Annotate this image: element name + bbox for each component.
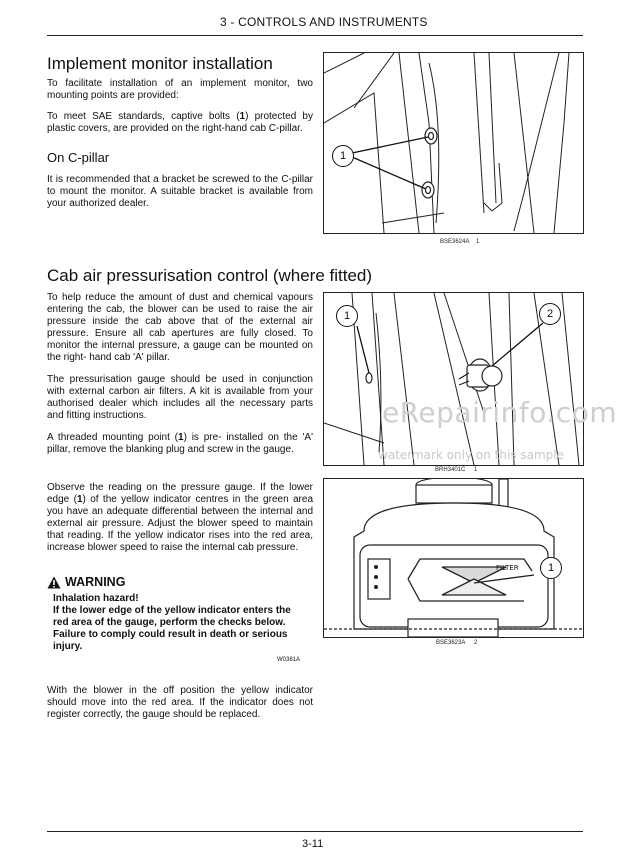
paragraph: Observe the reading on the pressure gauge. If the lower edge (1) of the yellow indicator centres in the green area you have an adequate differential between the internal and external air pressure. Adjust the blower speed to maintain that reading. If the yellow indicator rises into the red area, increase blower speed to raise the internal cab pressure. bbox=[47, 482, 314, 553]
reference-number: 1 bbox=[76, 494, 83, 505]
callout-1: 1 bbox=[540, 557, 562, 579]
paragraph: To help reduce the amount of dust and chemical vapours entering the cab, the blower can be used to raise the air pressure inside the cab above that of the external air pressure. Ensure all cab apertures are fully closed. To monitor the internal pressure, a gauge can be mounted on the right- hand cab 'A' pillar. bbox=[47, 292, 313, 363]
running-header: 3 - CONTROLS AND INSTRUMENTS bbox=[220, 15, 428, 29]
figure-code: BSE3623A bbox=[436, 640, 466, 646]
callout-2: 2 bbox=[539, 303, 561, 325]
warning-instruction: If the lower edge of the yellow indicator enters the red area of the gauge, perform the checks below. bbox=[53, 605, 291, 628]
figure-number: 2 bbox=[474, 640, 478, 646]
header-rule bbox=[47, 35, 583, 36]
figure-c-pillar-bolts bbox=[323, 52, 584, 234]
watermark: eRepairinfo.com bbox=[382, 396, 618, 429]
warning-title: WARNING bbox=[47, 575, 317, 589]
paragraph: With the blower in the off position the yellow indicator should move into the red area. If the indicator does not register correctly, the gauge should be replaced. bbox=[47, 685, 313, 720]
warning-block bbox=[47, 575, 317, 663]
figure-number: 1 bbox=[474, 467, 478, 473]
callout-1: 1 bbox=[336, 305, 358, 327]
figure-code: BSE3624A bbox=[440, 239, 470, 245]
section-title-cab-air: Cab air pressurisation control (where fitted) bbox=[47, 266, 373, 285]
reference-number: 1 bbox=[178, 432, 184, 443]
figure-number: 1 bbox=[476, 239, 480, 245]
footer-rule bbox=[47, 831, 583, 832]
figure-code: BRH3401C bbox=[435, 467, 466, 473]
callout-1: 1 bbox=[332, 145, 354, 167]
watermark-sub: watermark only on this sample bbox=[378, 448, 565, 462]
c-pillar-illustration bbox=[324, 53, 583, 233]
paragraph: The pressurisation gauge should be used in conjunction with external carbon air filters. A kit is available from your authorised dealer which includes all the necessary parts and fitting instructions. bbox=[47, 374, 313, 421]
paragraph: To meet SAE standards, captive bolts (1) protected by plastic covers, are provided on the right-hand cab C-pillar. bbox=[47, 111, 313, 134]
section-title-implement-monitor: Implement monitor installation bbox=[47, 54, 273, 73]
warning-hazard: Inhalation hazard! bbox=[53, 593, 139, 604]
reference-number: 1 bbox=[239, 111, 246, 122]
warning-consequence: Failure to comply could result in death or serious injury. bbox=[53, 629, 288, 652]
page-number: 3-11 bbox=[302, 838, 324, 850]
figure-a-pillar-gauge bbox=[323, 292, 584, 466]
subheading-c-pillar: On C-pillar bbox=[47, 150, 110, 165]
paragraph: To facilitate installation of an implement monitor, two mounting points are provided: bbox=[47, 78, 313, 101]
figure-pressure-gauge bbox=[323, 478, 584, 638]
paragraph: A threaded mounting point (1) is pre- installed on the 'A' pillar, remove the blanking plug and screw in the gauge. bbox=[47, 432, 313, 455]
warning-code: W0381A bbox=[277, 657, 301, 663]
warning-triangle-icon bbox=[47, 576, 61, 589]
gauge-filter-label: FILTER bbox=[496, 564, 519, 572]
paragraph: It is recommended that a bracket be screwed to the C-pillar to mount the monitor. A suitable bracket is available from your authorized dealer. bbox=[47, 174, 313, 209]
